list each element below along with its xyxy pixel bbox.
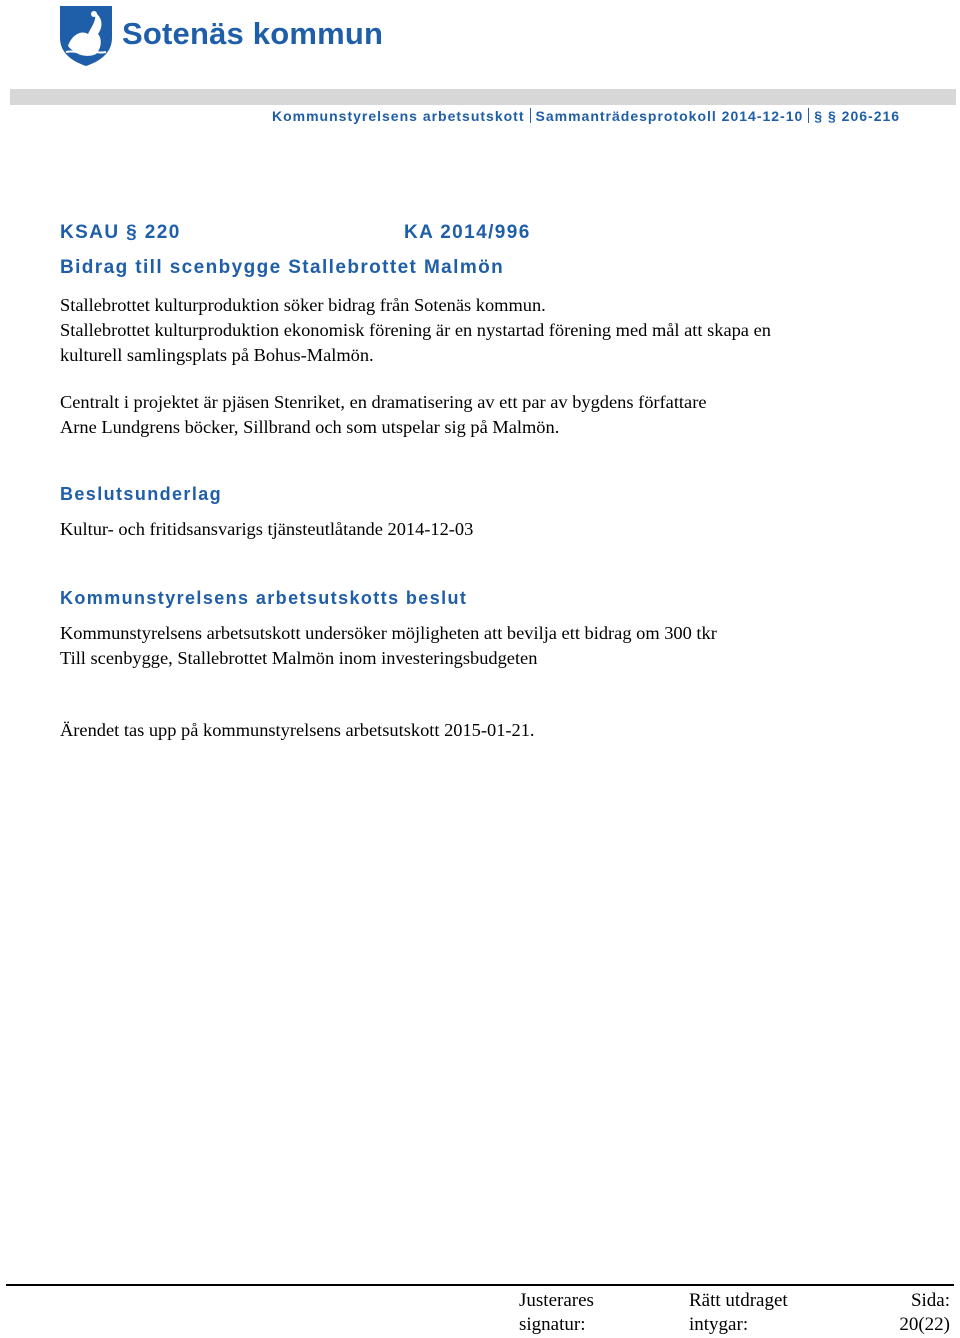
page-number: 20(22) — [899, 1314, 950, 1335]
text-line: Stallebrottet kulturproduktion ekonomisk förening är en nystartad förening med mål att skapa en — [60, 320, 771, 340]
diarienummer: KA 2014/996 — [404, 222, 531, 243]
project-paragraph — [60, 390, 940, 440]
item-number: 220 — [144, 222, 181, 243]
header-paragraphs: 206-216 — [841, 108, 901, 124]
basis-text: Kultur- och fritidsansvarigs tjänsteutlåtande 2014-12-03 — [60, 519, 474, 539]
protocol-header — [272, 108, 957, 124]
header-rule — [10, 89, 956, 105]
separator — [530, 108, 531, 123]
text-line: kulturell samlingsplats på Bohus-Malmön. — [60, 345, 374, 365]
text-line: Arne Lundgrens böcker, Sillbrand och som utspelar sig på Malmön. — [60, 417, 560, 437]
ratt-utdraget-label: Rätt utdraget — [689, 1290, 788, 1311]
basis-heading: Beslutsunderlag — [60, 484, 223, 504]
text-line: Till scenbygge, Stallebrottet Malmön inom investeringsbudgeten — [60, 648, 538, 668]
followup-text: Ärendet tas upp på kommunstyrelsens arbetsutskott 2015-01-21. — [60, 720, 535, 740]
justerares-label: Justerares — [519, 1290, 594, 1311]
header-doc-type: Sammanträdesprotokoll — [535, 108, 717, 124]
separator — [808, 108, 809, 123]
sotenas-crest-icon — [58, 4, 114, 68]
text-line: Centralt i projektet är pjäsen Stenriket, en dramatisering av ett par av bygdens författare — [60, 392, 707, 412]
intygar-label: intygar: — [689, 1314, 749, 1335]
org-name: Sotenäs kommun — [122, 16, 384, 51]
item-reference — [60, 222, 531, 244]
intro-paragraph — [60, 293, 940, 368]
footer-rule — [6, 1284, 954, 1286]
decision-heading: Kommunstyrelsens arbetsutskotts beslut — [60, 588, 468, 608]
item-code: KSAU — [60, 222, 120, 243]
signatur-label: signatur: — [519, 1314, 586, 1335]
logo — [58, 4, 383, 68]
header-section-symbol: § — [827, 108, 837, 124]
item-section-symbol: § — [126, 222, 139, 243]
text-line: Kommunstyrelsens arbetsutskott undersöker möjligheten att bevilja ett bidrag om 300 tkr — [60, 623, 717, 643]
decision-paragraph — [60, 621, 940, 671]
item-title: Bidrag till scenbygge Stallebrottet Malmön — [60, 257, 505, 278]
header-date: 2014-12-10 — [721, 108, 804, 124]
header-section-symbol: § — [814, 108, 824, 124]
page-label: Sida: — [910, 1290, 950, 1311]
header-body: Kommunstyrelsens arbetsutskott — [272, 108, 525, 124]
text-line: Stallebrottet kulturproduktion söker bidrag från Sotenäs kommun. — [60, 295, 546, 315]
